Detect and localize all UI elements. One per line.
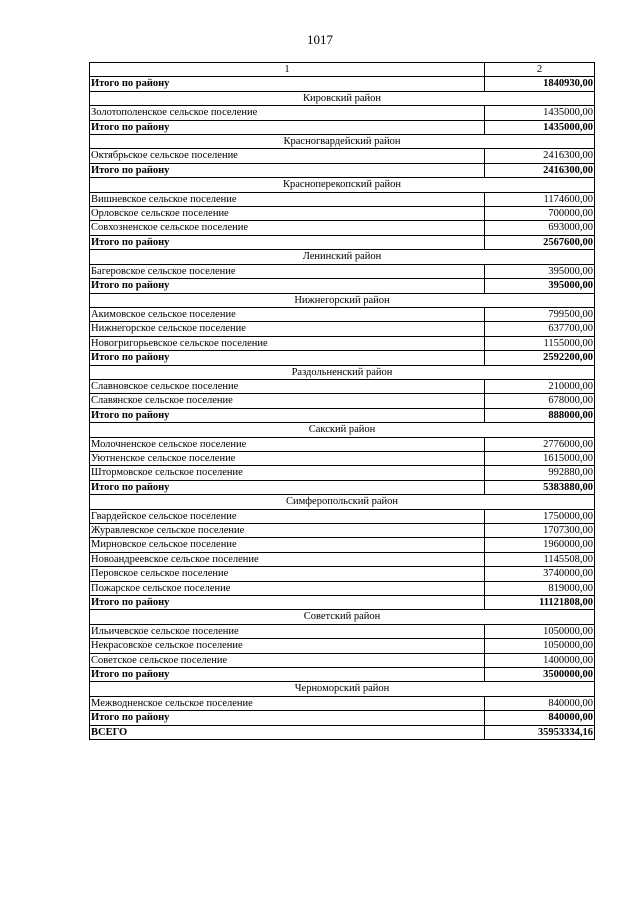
- district-name: Симферопольский район: [90, 495, 595, 509]
- settlement-row: [90, 221, 595, 235]
- settlement-amount: 700000,00: [485, 207, 595, 221]
- district-header-row: [90, 610, 595, 624]
- settlement-row: [90, 653, 595, 667]
- grand-total-amount: 35953334,16: [485, 725, 595, 739]
- settlement-row: [90, 437, 595, 451]
- settlement-amount: 678000,00: [485, 394, 595, 408]
- settlement-row: [90, 322, 595, 336]
- settlement-name: Октябрьское сельское поселение: [90, 149, 485, 163]
- district-header-row: [90, 682, 595, 696]
- settlement-name: Советское сельское поселение: [90, 653, 485, 667]
- settlement-amount: 799500,00: [485, 307, 595, 321]
- settlement-row: [90, 639, 595, 653]
- total-amount: 888000,00: [485, 408, 595, 422]
- district-header-row: [90, 365, 595, 379]
- table-header-row: [90, 63, 595, 77]
- settlement-row: [90, 264, 595, 278]
- settlement-amount: 1174600,00: [485, 192, 595, 206]
- settlement-name: Штормовское сельское поселение: [90, 466, 485, 480]
- settlement-name: Межводненское сельское поселение: [90, 696, 485, 710]
- district-total-row: [90, 235, 595, 249]
- district-total-row: [90, 596, 595, 610]
- budget-table: [89, 62, 595, 740]
- settlement-name: Некрасовское сельское поселение: [90, 639, 485, 653]
- district-name: Раздольненский район: [90, 365, 595, 379]
- district-name: Кировский район: [90, 91, 595, 105]
- total-amount: 5383880,00: [485, 480, 595, 494]
- district-header-row: [90, 293, 595, 307]
- settlement-amount: 1750000,00: [485, 509, 595, 523]
- total-amount: 2567600,00: [485, 235, 595, 249]
- district-header-row: [90, 250, 595, 264]
- total-amount: 1435000,00: [485, 120, 595, 134]
- district-total-row: [90, 711, 595, 725]
- settlement-row: [90, 336, 595, 350]
- settlement-row: [90, 207, 595, 221]
- district-name: Красногвардейский район: [90, 135, 595, 149]
- settlement-row: [90, 552, 595, 566]
- settlement-amount: 1050000,00: [485, 624, 595, 638]
- district-name: Сакский район: [90, 423, 595, 437]
- district-total-row: [90, 163, 595, 177]
- settlement-amount: 1615000,00: [485, 451, 595, 465]
- grand-total-row: [90, 725, 595, 739]
- total-label: Итого по району: [90, 120, 485, 134]
- settlement-row: [90, 466, 595, 480]
- district-total-row: [90, 279, 595, 293]
- settlement-amount: 3740000,00: [485, 567, 595, 581]
- settlement-amount: 1145508,00: [485, 552, 595, 566]
- district-name: Черноморский район: [90, 682, 595, 696]
- settlement-name: Мирновское сельское поселение: [90, 538, 485, 552]
- settlement-row: [90, 192, 595, 206]
- settlement-row: [90, 624, 595, 638]
- district-total-row: [90, 120, 595, 134]
- total-label: Итого по району: [90, 668, 485, 682]
- district-header-row: [90, 423, 595, 437]
- total-label: Итого по району: [90, 235, 485, 249]
- table-body: [90, 63, 595, 740]
- settlement-amount: 1707300,00: [485, 524, 595, 538]
- settlement-amount: 1050000,00: [485, 639, 595, 653]
- district-total-row: [90, 77, 595, 91]
- district-header-row: [90, 135, 595, 149]
- settlement-name: Новогригорьевское сельское поселение: [90, 336, 485, 350]
- settlement-amount: 693000,00: [485, 221, 595, 235]
- district-header-row: [90, 91, 595, 105]
- settlement-row: [90, 696, 595, 710]
- district-name: Нижнегорский район: [90, 293, 595, 307]
- district-total-row: [90, 668, 595, 682]
- settlement-amount: 992880,00: [485, 466, 595, 480]
- total-label: Итого по району: [90, 596, 485, 610]
- settlement-name: Журавлевское сельское поселение: [90, 524, 485, 538]
- total-label: Итого по району: [90, 711, 485, 725]
- total-amount: 3500000,00: [485, 668, 595, 682]
- settlement-row: [90, 394, 595, 408]
- settlement-amount: 1435000,00: [485, 106, 595, 120]
- total-amount: 2592200,00: [485, 351, 595, 365]
- settlement-amount: 840000,00: [485, 696, 595, 710]
- settlement-name: Вишневское сельское поселение: [90, 192, 485, 206]
- total-amount: 1840930,00: [485, 77, 595, 91]
- grand-total-label: ВСЕГО: [90, 725, 485, 739]
- district-header-row: [90, 178, 595, 192]
- total-label: Итого по району: [90, 408, 485, 422]
- total-label: Итого по району: [90, 163, 485, 177]
- settlement-amount: 1400000,00: [485, 653, 595, 667]
- settlement-row: [90, 509, 595, 523]
- settlement-name: Совхозненское сельское поселение: [90, 221, 485, 235]
- settlement-name: Пожарское сельское поселение: [90, 581, 485, 595]
- settlement-name: Багеровское сельское поселение: [90, 264, 485, 278]
- total-amount: 2416300,00: [485, 163, 595, 177]
- settlement-row: [90, 149, 595, 163]
- settlement-name: Золотополенское сельское поселение: [90, 106, 485, 120]
- settlement-row: [90, 307, 595, 321]
- settlement-name: Перовское сельское поселение: [90, 567, 485, 581]
- settlement-amount: 637700,00: [485, 322, 595, 336]
- settlement-amount: 1960000,00: [485, 538, 595, 552]
- settlement-name: Славновское сельское поселение: [90, 379, 485, 393]
- district-name: Советский район: [90, 610, 595, 624]
- district-name: Красноперекопский район: [90, 178, 595, 192]
- settlement-row: [90, 451, 595, 465]
- settlement-amount: 2776000,00: [485, 437, 595, 451]
- settlement-name: Ильичевское сельское поселение: [90, 624, 485, 638]
- settlement-name: Гвардейское сельское поселение: [90, 509, 485, 523]
- total-label: Итого по району: [90, 77, 485, 91]
- settlement-name: Нижнегорское сельское поселение: [90, 322, 485, 336]
- settlement-row: [90, 567, 595, 581]
- district-total-row: [90, 480, 595, 494]
- total-amount: 11121808,00: [485, 596, 595, 610]
- settlement-row: [90, 106, 595, 120]
- settlement-amount: 819000,00: [485, 581, 595, 595]
- total-label: Итого по району: [90, 351, 485, 365]
- settlement-row: [90, 581, 595, 595]
- settlement-amount: 1155000,00: [485, 336, 595, 350]
- settlement-row: [90, 524, 595, 538]
- total-amount: 395000,00: [485, 279, 595, 293]
- settlement-name: Молочненское сельское поселение: [90, 437, 485, 451]
- settlement-name: Новоандреевское сельское поселение: [90, 552, 485, 566]
- page-number: 1017: [307, 32, 333, 47]
- district-name: Ленинский район: [90, 250, 595, 264]
- total-amount: 840000,00: [485, 711, 595, 725]
- settlement-row: [90, 538, 595, 552]
- district-total-row: [90, 408, 595, 422]
- settlement-amount: 395000,00: [485, 264, 595, 278]
- settlement-amount: 2416300,00: [485, 149, 595, 163]
- header-col-2: 2: [485, 63, 595, 77]
- district-total-row: [90, 351, 595, 365]
- settlement-name: Акимовское сельское поселение: [90, 307, 485, 321]
- settlement-name: Орловское сельское поселение: [90, 207, 485, 221]
- settlement-name: Уютненское сельское поселение: [90, 451, 485, 465]
- settlement-row: [90, 379, 595, 393]
- header-col-1: 1: [90, 63, 485, 77]
- total-label: Итого по району: [90, 279, 485, 293]
- settlement-amount: 210000,00: [485, 379, 595, 393]
- district-header-row: [90, 495, 595, 509]
- total-label: Итого по району: [90, 480, 485, 494]
- settlement-name: Славянское сельское поселение: [90, 394, 485, 408]
